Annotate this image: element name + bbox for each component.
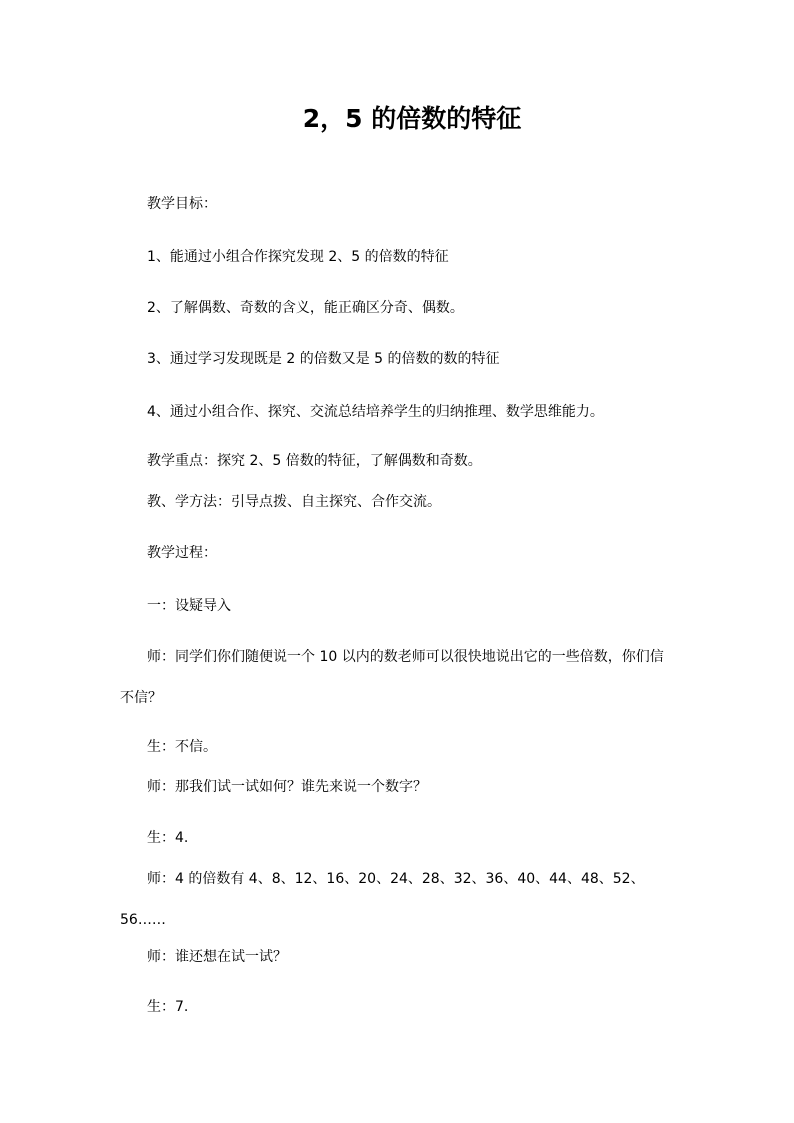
dialogue-line: 生：4. bbox=[147, 830, 189, 846]
dialogue-line: 生：7. bbox=[147, 999, 189, 1015]
dialogue-line: 师：4 的倍数有 4、8、12、16、20、24、28、32、36、40、44、48、52、56…… bbox=[120, 871, 645, 928]
process-heading: 教学过程： bbox=[147, 545, 217, 561]
dialogue-line: 师：同学们你们随便说一个 10 以内的数老师可以很快地说出它的一些倍数，你们信不信？ bbox=[120, 649, 664, 706]
dialogue-line: 生：不信。 bbox=[147, 739, 217, 755]
objective-4: 4、通过小组合作、探究、交流总结培养学生的归纳推理、数学思维能力。 bbox=[147, 404, 604, 420]
dialogue-line: 师：那我们试一试如何？谁先来说一个数字？ bbox=[147, 779, 427, 795]
dialogue-line: 师：谁还想在试一试？ bbox=[147, 949, 287, 965]
objective-3: 3、通过学习发现既是 2 的倍数又是 5 的倍数的数的特征 bbox=[147, 351, 500, 367]
key-points: 教学重点：探究 2、5 倍数的特征，了解偶数和奇数。 bbox=[147, 453, 482, 469]
objective-2: 2、了解偶数、奇数的含义，能正确区分奇、偶数。 bbox=[147, 300, 464, 316]
section-heading: 一：设疑导入 bbox=[147, 598, 231, 614]
page-title: 2，5 的倍数的特征 bbox=[302, 104, 522, 133]
objective-1: 1、能通过小组合作探究发现 2、5 的倍数的特征 bbox=[147, 249, 449, 265]
objectives-heading: 教学目标： bbox=[147, 196, 217, 212]
teaching-methods: 教、学方法：引导点拨、自主探究、合作交流。 bbox=[147, 494, 441, 510]
